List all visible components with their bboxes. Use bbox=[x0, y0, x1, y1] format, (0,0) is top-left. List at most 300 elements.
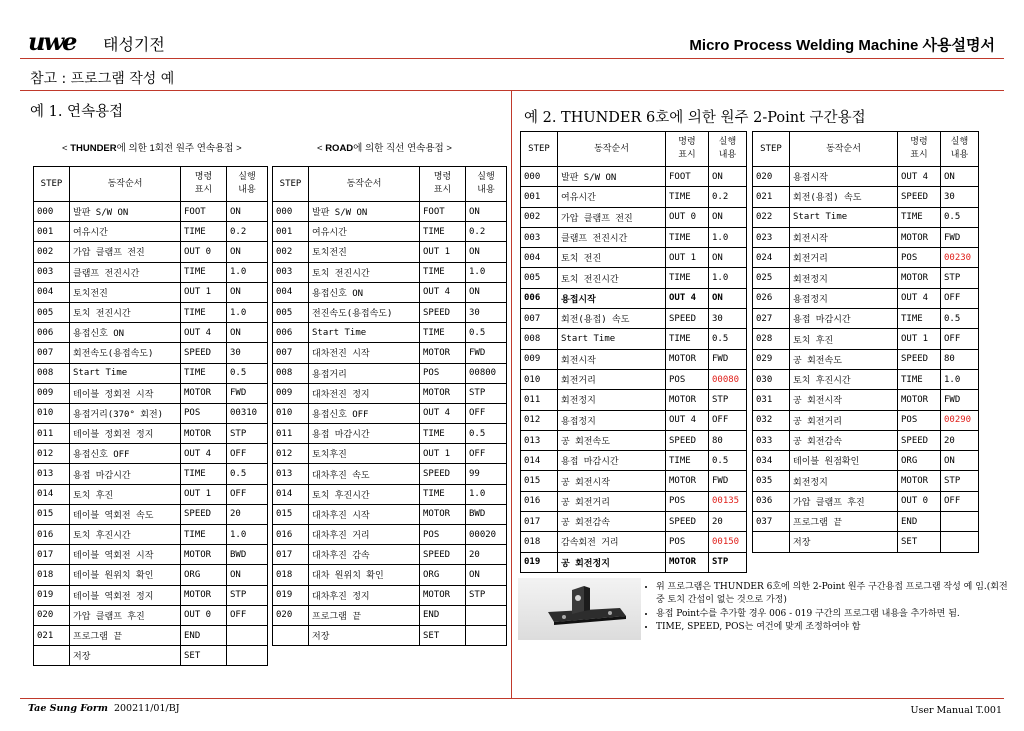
column-header-exec: 실행 내용 bbox=[941, 132, 979, 167]
cell-step: 016 bbox=[34, 525, 70, 545]
cell-seq: 공 회전감속 bbox=[790, 430, 898, 450]
table-row bbox=[753, 369, 979, 389]
cell-step: 001 bbox=[273, 222, 309, 242]
cell-cmd: MOTOR bbox=[181, 585, 227, 605]
cell-cmd: FOOT bbox=[181, 202, 227, 222]
cell-seq: 저장 bbox=[790, 532, 898, 552]
table-row bbox=[753, 390, 979, 410]
cell-step: 015 bbox=[521, 471, 558, 491]
cell-seq: 토치 전진시간 bbox=[70, 302, 181, 322]
cell-cmd: MOTOR bbox=[666, 390, 709, 410]
cell-step: 000 bbox=[521, 167, 558, 187]
table-row bbox=[273, 565, 507, 585]
cell-cmd: OUT 0 bbox=[898, 491, 941, 511]
cell-step: 008 bbox=[521, 329, 558, 349]
cell-exec: FWD bbox=[941, 390, 979, 410]
cell-step: 018 bbox=[273, 565, 309, 585]
cell-seq: 테이블 정회전 시작 bbox=[70, 383, 181, 403]
cell-step: 019 bbox=[34, 585, 70, 605]
cell-step: 036 bbox=[753, 491, 790, 511]
cell-cmd: TIME bbox=[898, 369, 941, 389]
cell-exec: 80 bbox=[709, 430, 747, 450]
cell-cmd: OUT 1 bbox=[181, 484, 227, 504]
cell-cmd: OUT 4 bbox=[666, 410, 709, 430]
cell-seq: 토치 전진시간 bbox=[309, 262, 420, 282]
cell-seq: 대차 원위치 확인 bbox=[309, 565, 420, 585]
cell-cmd: OUT 4 bbox=[898, 167, 941, 187]
cell-exec: 0.5 bbox=[466, 424, 507, 444]
cell-exec bbox=[941, 532, 979, 552]
table-row bbox=[34, 444, 268, 464]
cell-step: 023 bbox=[753, 227, 790, 247]
cell-step: 006 bbox=[273, 323, 309, 343]
cell-seq: 공 회전거리 bbox=[558, 491, 666, 511]
cell-cmd: OUT 1 bbox=[898, 329, 941, 349]
cell-seq: 공 회전속도 bbox=[790, 349, 898, 369]
column-header-cmd: 명령 표시 bbox=[420, 167, 466, 202]
table-row bbox=[521, 227, 747, 247]
cell-step: 014 bbox=[521, 451, 558, 471]
table-row bbox=[753, 430, 979, 450]
cell-cmd: TIME bbox=[666, 268, 709, 288]
cell-cmd: MOTOR bbox=[181, 545, 227, 565]
cell-exec: 0.5 bbox=[227, 464, 268, 484]
cell-cmd: END bbox=[898, 512, 941, 532]
cell-exec: 1.0 bbox=[709, 268, 747, 288]
reference-heading: 참고 : 프로그램 작성 예 bbox=[30, 71, 175, 87]
table-row bbox=[273, 323, 507, 343]
cell-cmd: MOTOR bbox=[898, 390, 941, 410]
cell-seq: 대차후진 속도 bbox=[309, 464, 420, 484]
cell-cmd: SET bbox=[420, 625, 466, 645]
cell-step: 005 bbox=[273, 302, 309, 322]
welding-fixture-photo bbox=[518, 578, 641, 640]
cell-step: 017 bbox=[521, 512, 558, 532]
table-row bbox=[34, 464, 268, 484]
cell-cmd: SPEED bbox=[420, 545, 466, 565]
cell-step: 006 bbox=[34, 323, 70, 343]
cell-cmd: TIME bbox=[898, 207, 941, 227]
cell-seq: 대차후진 감속 bbox=[309, 545, 420, 565]
cell-step: 005 bbox=[521, 268, 558, 288]
cell-seq: 용접정지 bbox=[558, 410, 666, 430]
cell-step: 014 bbox=[34, 484, 70, 504]
cell-seq: 여유시간 bbox=[70, 222, 181, 242]
table-row bbox=[753, 227, 979, 247]
table-row bbox=[753, 268, 979, 288]
cell-step: 028 bbox=[753, 329, 790, 349]
cell-step: 016 bbox=[521, 491, 558, 511]
cell-seq: 공 회전정지 bbox=[558, 552, 666, 572]
cell-seq: 토치 후진시간 bbox=[790, 369, 898, 389]
cell-cmd: SPEED bbox=[898, 349, 941, 369]
table-row bbox=[753, 471, 979, 491]
table-row bbox=[34, 282, 268, 302]
cell-step: 002 bbox=[34, 242, 70, 262]
cell-step: 008 bbox=[273, 363, 309, 383]
cell-seq: 회전거리 bbox=[558, 369, 666, 389]
table-row bbox=[34, 565, 268, 585]
cell-seq: 발판 S/W ON bbox=[70, 202, 181, 222]
cell-seq: 회전속도(용접속도) bbox=[70, 343, 181, 363]
cell-seq: 용접신호 OFF bbox=[309, 403, 420, 423]
table-row bbox=[273, 202, 507, 222]
cell-step: 001 bbox=[521, 187, 558, 207]
table-row bbox=[753, 349, 979, 369]
cell-step: 029 bbox=[753, 349, 790, 369]
cell-exec: OFF bbox=[227, 484, 268, 504]
table-row bbox=[273, 262, 507, 282]
table-row bbox=[753, 451, 979, 471]
cell-cmd: OUT 1 bbox=[181, 282, 227, 302]
cell-seq: 공 회전감속 bbox=[558, 512, 666, 532]
table-row bbox=[273, 585, 507, 605]
cell-seq: 회전시작 bbox=[790, 227, 898, 247]
cell-exec: 00310 bbox=[227, 403, 268, 423]
table-row bbox=[34, 323, 268, 343]
cell-step: 016 bbox=[273, 525, 309, 545]
cell-step: 032 bbox=[753, 410, 790, 430]
cell-seq: 프로그램 끝 bbox=[70, 625, 181, 645]
cell-seq: 가압 클램프 전진 bbox=[70, 242, 181, 262]
cell-step: 034 bbox=[753, 451, 790, 471]
table-row bbox=[273, 282, 507, 302]
cell-seq: 저장 bbox=[70, 646, 181, 666]
table-row bbox=[273, 484, 507, 504]
table-header-row bbox=[273, 167, 507, 202]
section2-title: 예 2. THUNDER 6호에 의한 원주 2-Point 구간용접 bbox=[524, 110, 866, 126]
cell-cmd: TIME bbox=[420, 262, 466, 282]
cell-exec: OFF bbox=[227, 444, 268, 464]
cell-step: 014 bbox=[273, 484, 309, 504]
table-row bbox=[521, 167, 747, 187]
table-row bbox=[273, 625, 507, 645]
table-row bbox=[521, 187, 747, 207]
cell-cmd: OUT 4 bbox=[181, 444, 227, 464]
cell-cmd: ORG bbox=[181, 565, 227, 585]
table-row bbox=[273, 343, 507, 363]
table-row bbox=[521, 430, 747, 450]
cell-cmd: OUT 4 bbox=[898, 288, 941, 308]
cell-exec: 0.2 bbox=[466, 222, 507, 242]
cell-cmd: MOTOR bbox=[898, 227, 941, 247]
cell-seq: 공 회전속도 bbox=[558, 430, 666, 450]
cell-exec: 00290 bbox=[941, 410, 979, 430]
cell-cmd: SPEED bbox=[181, 343, 227, 363]
cell-cmd: FOOT bbox=[666, 167, 709, 187]
cell-cmd: MOTOR bbox=[420, 383, 466, 403]
cell-cmd: TIME bbox=[666, 329, 709, 349]
table-row bbox=[273, 302, 507, 322]
cell-exec: 00080 bbox=[709, 369, 747, 389]
cell-seq: 테이블 원점확인 bbox=[790, 451, 898, 471]
table-row bbox=[34, 363, 268, 383]
column-header-exec: 실행 내용 bbox=[227, 167, 268, 202]
cell-exec: ON bbox=[709, 288, 747, 308]
cell-exec: ON bbox=[227, 282, 268, 302]
cell-exec: 1.0 bbox=[466, 484, 507, 504]
cell-step: 001 bbox=[34, 222, 70, 242]
table-row bbox=[521, 552, 747, 572]
cell-seq: 회전정지 bbox=[790, 471, 898, 491]
cell-exec: 0.5 bbox=[709, 451, 747, 471]
cell-cmd: TIME bbox=[420, 424, 466, 444]
program-table-2point-part2 bbox=[752, 131, 979, 553]
table-row bbox=[521, 471, 747, 491]
cell-exec: STP bbox=[941, 471, 979, 491]
cell-step: 010 bbox=[273, 403, 309, 423]
cell-exec: 20 bbox=[227, 504, 268, 524]
table-row bbox=[34, 525, 268, 545]
cell-exec: 30 bbox=[227, 343, 268, 363]
cell-cmd: SPEED bbox=[898, 187, 941, 207]
cell-exec: FWD bbox=[941, 227, 979, 247]
note-item: • 용접 Point수를 추가할 경우 006 - 019 구간의 프로그램 내용을 추가하면 됨. bbox=[656, 608, 1014, 621]
header-rule bbox=[20, 58, 1004, 59]
cell-step: 002 bbox=[273, 242, 309, 262]
cell-exec: BWD bbox=[466, 504, 507, 524]
table-row bbox=[34, 343, 268, 363]
cell-cmd: OUT 0 bbox=[181, 242, 227, 262]
cell-cmd: SPEED bbox=[420, 302, 466, 322]
cell-step: 037 bbox=[753, 512, 790, 532]
cell-step: 024 bbox=[753, 248, 790, 268]
column-header-step: STEP bbox=[521, 132, 558, 167]
cell-seq: 토치 전진 bbox=[558, 248, 666, 268]
cell-step: 009 bbox=[34, 383, 70, 403]
cell-step: 019 bbox=[521, 552, 558, 572]
table-row bbox=[34, 302, 268, 322]
cell-cmd: MOTOR bbox=[666, 471, 709, 491]
cell-exec: STP bbox=[466, 383, 507, 403]
column-header-step: STEP bbox=[273, 167, 309, 202]
cell-cmd: FOOT bbox=[420, 202, 466, 222]
cell-step: 027 bbox=[753, 309, 790, 329]
note-item: • TIME, SPEED, POS는 여건에 맞게 조정하여야 함 bbox=[656, 621, 1014, 634]
cell-exec: 99 bbox=[466, 464, 507, 484]
cell-step: 015 bbox=[273, 504, 309, 524]
cell-step: 004 bbox=[273, 282, 309, 302]
table-header-row bbox=[521, 132, 747, 167]
cell-seq: 발판 S/W ON bbox=[558, 167, 666, 187]
table-row bbox=[273, 363, 507, 383]
cell-cmd: MOTOR bbox=[898, 268, 941, 288]
cell-step: 025 bbox=[753, 268, 790, 288]
cell-seq: 용접정지 bbox=[790, 288, 898, 308]
cell-seq: 용접시작 bbox=[558, 288, 666, 308]
cell-cmd: MOTOR bbox=[181, 424, 227, 444]
cell-cmd: SPEED bbox=[666, 309, 709, 329]
cell-cmd: END bbox=[420, 605, 466, 625]
cell-seq: 여유시간 bbox=[309, 222, 420, 242]
footer-manual-id: User Manual T.001 bbox=[910, 705, 1002, 716]
cell-seq: 회전(용접) 속도 bbox=[790, 187, 898, 207]
table-row bbox=[521, 512, 747, 532]
cell-exec: FWD bbox=[709, 349, 747, 369]
cell-seq: 용접신호 ON bbox=[309, 282, 420, 302]
cell-cmd: OUT 0 bbox=[181, 605, 227, 625]
cell-step: 017 bbox=[34, 545, 70, 565]
cell-cmd: MOTOR bbox=[666, 552, 709, 572]
cell-step: 020 bbox=[753, 167, 790, 187]
cell-cmd: POS bbox=[666, 532, 709, 552]
caption-road: < ROAD에 의한 직선 연속용접 > bbox=[317, 143, 452, 154]
table-row bbox=[34, 585, 268, 605]
table-row bbox=[753, 167, 979, 187]
cell-cmd: OUT 4 bbox=[181, 323, 227, 343]
cell-exec: 1.0 bbox=[941, 369, 979, 389]
cell-seq: 용접 마감시간 bbox=[790, 309, 898, 329]
cell-cmd: POS bbox=[420, 525, 466, 545]
cell-step: 015 bbox=[34, 504, 70, 524]
cell-cmd: TIME bbox=[666, 451, 709, 471]
cell-seq: 테이블 역회전 속도 bbox=[70, 504, 181, 524]
cell-exec bbox=[941, 512, 979, 532]
cell-step: 030 bbox=[753, 369, 790, 389]
cell-exec: FWD bbox=[227, 383, 268, 403]
cell-exec: ON bbox=[709, 167, 747, 187]
cell-cmd: MOTOR bbox=[420, 585, 466, 605]
table-row bbox=[753, 187, 979, 207]
cell-seq: 용접신호 OFF bbox=[70, 444, 181, 464]
table-row bbox=[273, 403, 507, 423]
table-row bbox=[34, 242, 268, 262]
cell-cmd: MOTOR bbox=[898, 471, 941, 491]
cell-seq: 전진속도(용접속도) bbox=[309, 302, 420, 322]
cell-cmd: OUT 1 bbox=[666, 248, 709, 268]
cell-seq: 토치 후진시간 bbox=[70, 525, 181, 545]
column-header-step: STEP bbox=[34, 167, 70, 202]
cell-step: 010 bbox=[521, 369, 558, 389]
cell-exec: 0.5 bbox=[941, 309, 979, 329]
document-title: Micro Process Welding Machine 사용설명서 bbox=[689, 37, 995, 54]
table-row bbox=[521, 309, 747, 329]
cell-step: 007 bbox=[273, 343, 309, 363]
cell-exec: OFF bbox=[941, 329, 979, 349]
cell-seq: 공 회전시작 bbox=[558, 471, 666, 491]
cell-step: 017 bbox=[273, 545, 309, 565]
cell-seq: 테이블 정회전 정지 bbox=[70, 424, 181, 444]
cell-step: 003 bbox=[521, 227, 558, 247]
table-row bbox=[34, 484, 268, 504]
column-header-cmd: 명령 표시 bbox=[181, 167, 227, 202]
cell-cmd: TIME bbox=[666, 227, 709, 247]
cell-seq: 대차전진 정지 bbox=[309, 383, 420, 403]
cell-seq: 가압 클램프 후진 bbox=[70, 605, 181, 625]
cell-step: 009 bbox=[273, 383, 309, 403]
cell-exec: 80 bbox=[941, 349, 979, 369]
cell-step: 013 bbox=[521, 430, 558, 450]
cell-exec: 1.0 bbox=[227, 262, 268, 282]
table-row bbox=[34, 424, 268, 444]
cell-step: 000 bbox=[34, 202, 70, 222]
cell-cmd: SPEED bbox=[181, 504, 227, 524]
cell-seq: 프로그램 끝 bbox=[790, 512, 898, 532]
company-logo: uwe bbox=[28, 27, 76, 56]
table-row bbox=[273, 464, 507, 484]
cell-step: 006 bbox=[521, 288, 558, 308]
cell-exec: STP bbox=[227, 424, 268, 444]
cell-cmd: END bbox=[181, 625, 227, 645]
cell-exec: OFF bbox=[466, 403, 507, 423]
cell-cmd: POS bbox=[420, 363, 466, 383]
cell-seq: 토치후진 bbox=[309, 444, 420, 464]
cell-exec: 20 bbox=[941, 430, 979, 450]
cell-seq: Start Time bbox=[309, 323, 420, 343]
table-row bbox=[521, 451, 747, 471]
cell-cmd: TIME bbox=[666, 187, 709, 207]
cell-exec bbox=[227, 625, 268, 645]
cell-step: 013 bbox=[273, 464, 309, 484]
cell-cmd: OUT 0 bbox=[666, 207, 709, 227]
cell-seq: 회전정지 bbox=[558, 390, 666, 410]
table-row bbox=[753, 410, 979, 430]
cell-exec: 0.2 bbox=[709, 187, 747, 207]
cell-cmd: ORG bbox=[420, 565, 466, 585]
column-header-seq: 동작순서 bbox=[790, 132, 898, 167]
cell-step: 003 bbox=[34, 262, 70, 282]
cell-exec: ON bbox=[709, 207, 747, 227]
cell-step: 012 bbox=[521, 410, 558, 430]
cell-exec: ON bbox=[466, 282, 507, 302]
column-header-step: STEP bbox=[753, 132, 790, 167]
cell-step: 020 bbox=[34, 605, 70, 625]
cell-seq: 클램프 전진시간 bbox=[558, 227, 666, 247]
cell-cmd: POS bbox=[898, 410, 941, 430]
table-row bbox=[521, 288, 747, 308]
cell-exec: 00135 bbox=[709, 491, 747, 511]
cell-seq: Start Time bbox=[790, 207, 898, 227]
cell-seq: 토치 후진시간 bbox=[309, 484, 420, 504]
cell-step: 012 bbox=[34, 444, 70, 464]
cell-step: 000 bbox=[273, 202, 309, 222]
cell-step: 031 bbox=[753, 390, 790, 410]
cell-exec: STP bbox=[227, 585, 268, 605]
cell-cmd: MOTOR bbox=[420, 504, 466, 524]
column-header-seq: 동작순서 bbox=[309, 167, 420, 202]
cell-step: 026 bbox=[753, 288, 790, 308]
table-row bbox=[521, 491, 747, 511]
cell-step: 011 bbox=[34, 424, 70, 444]
caption-thunder: < THUNDER에 의한 1회전 원주 연속용접 > bbox=[62, 143, 242, 154]
cell-seq: 토치 후진 bbox=[70, 484, 181, 504]
cell-seq: 공 회전시작 bbox=[790, 390, 898, 410]
table-row bbox=[273, 383, 507, 403]
table-row bbox=[34, 202, 268, 222]
cell-seq: 토치 전진시간 bbox=[558, 268, 666, 288]
table-row bbox=[753, 491, 979, 511]
table-row bbox=[521, 349, 747, 369]
cell-step: 012 bbox=[273, 444, 309, 464]
cell-cmd: SPEED bbox=[666, 430, 709, 450]
cell-cmd: MOTOR bbox=[181, 383, 227, 403]
cell-exec: 1.0 bbox=[709, 227, 747, 247]
table-row bbox=[34, 504, 268, 524]
cell-cmd: MOTOR bbox=[420, 343, 466, 363]
column-header-exec: 실행 내용 bbox=[709, 132, 747, 167]
table-row bbox=[521, 329, 747, 349]
cell-seq: 회전시작 bbox=[558, 349, 666, 369]
cell-step: 004 bbox=[521, 248, 558, 268]
cell-exec: 00800 bbox=[466, 363, 507, 383]
cell-seq: 회전정지 bbox=[790, 268, 898, 288]
cell-step: 011 bbox=[273, 424, 309, 444]
cell-seq: 용접신호 ON bbox=[70, 323, 181, 343]
cell-seq: 테이블 역회전 정지 bbox=[70, 585, 181, 605]
cell-step bbox=[753, 532, 790, 552]
column-header-seq: 동작순서 bbox=[70, 167, 181, 202]
cell-exec: OFF bbox=[941, 288, 979, 308]
